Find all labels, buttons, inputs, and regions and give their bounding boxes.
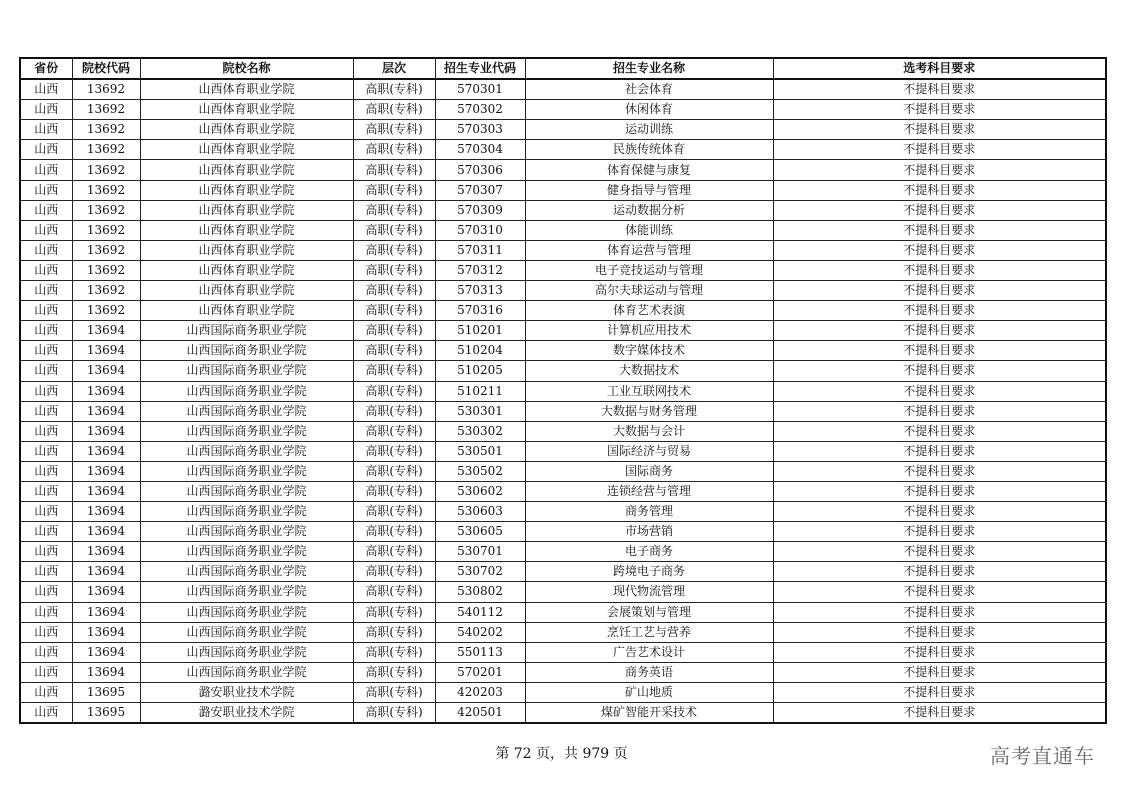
- cell-school-code: 13694: [72, 522, 140, 542]
- cell-school-code: 13694: [72, 421, 140, 441]
- cell-major-name: 现代物流管理: [525, 582, 773, 602]
- table-row: [20, 140, 1106, 160]
- cell-major-code: 570311: [435, 240, 525, 260]
- cell-subject-requirement: 不提科目要求: [773, 180, 1106, 200]
- cell-level: 高职(专科): [353, 461, 435, 481]
- cell-province: 山西: [20, 160, 72, 180]
- cell-major-code: 570302: [435, 100, 525, 120]
- cell-major-name: 连锁经营与管理: [525, 481, 773, 501]
- cell-major-code: 530605: [435, 522, 525, 542]
- table-row: [20, 361, 1106, 381]
- cell-level: 高职(专科): [353, 160, 435, 180]
- header-row: [20, 58, 1106, 79]
- cell-major-code: 530501: [435, 441, 525, 461]
- cell-major-code: 570309: [435, 200, 525, 220]
- cell-subject-requirement: 不提科目要求: [773, 79, 1106, 100]
- cell-major-name: 大数据技术: [525, 361, 773, 381]
- cell-level: 高职(专科): [353, 100, 435, 120]
- cell-major-code: 540112: [435, 602, 525, 622]
- table-row: [20, 240, 1106, 260]
- cell-province: 山西: [20, 703, 72, 724]
- cell-subject-requirement: 不提科目要求: [773, 140, 1106, 160]
- cell-province: 山西: [20, 260, 72, 280]
- cell-province: 山西: [20, 361, 72, 381]
- cell-major-code: 530302: [435, 421, 525, 441]
- cell-major-name: 运动训练: [525, 120, 773, 140]
- cell-subject-requirement: 不提科目要求: [773, 220, 1106, 240]
- cell-subject-requirement: 不提科目要求: [773, 642, 1106, 662]
- cell-major-name: 国际经济与贸易: [525, 441, 773, 461]
- cell-subject-requirement: 不提科目要求: [773, 301, 1106, 321]
- cell-major-name: 工业互联网技术: [525, 381, 773, 401]
- cell-level: 高职(专科): [353, 481, 435, 501]
- cell-level: 高职(专科): [353, 703, 435, 724]
- table-row: [20, 79, 1106, 100]
- table-row: [20, 682, 1106, 702]
- cell-major-name: 体能训练: [525, 220, 773, 240]
- cell-major-name: 体育艺术表演: [525, 301, 773, 321]
- cell-subject-requirement: 不提科目要求: [773, 582, 1106, 602]
- cell-school-name: 山西体育职业学院: [140, 120, 353, 140]
- table-row: [20, 160, 1106, 180]
- cell-school-name: 山西体育职业学院: [140, 100, 353, 120]
- cell-school-name: 山西国际商务职业学院: [140, 602, 353, 622]
- cell-level: 高职(专科): [353, 562, 435, 582]
- cell-level: 高职(专科): [353, 200, 435, 220]
- cell-school-code: 13694: [72, 602, 140, 622]
- cell-major-code: 510204: [435, 341, 525, 361]
- cell-level: 高职(专科): [353, 361, 435, 381]
- cell-province: 山西: [20, 220, 72, 240]
- cell-province: 山西: [20, 421, 72, 441]
- cell-school-name: 山西体育职业学院: [140, 180, 353, 200]
- cell-province: 山西: [20, 281, 72, 301]
- cell-school-name: 山西体育职业学院: [140, 260, 353, 280]
- table-row: [20, 642, 1106, 662]
- header-major-code: 招生专业代码: [435, 58, 525, 79]
- cell-major-code: 570312: [435, 260, 525, 280]
- cell-school-code: 13694: [72, 361, 140, 381]
- cell-subject-requirement: 不提科目要求: [773, 361, 1106, 381]
- cell-major-name: 高尔夫球运动与管理: [525, 281, 773, 301]
- cell-level: 高职(专科): [353, 682, 435, 702]
- cell-major-name: 市场营销: [525, 522, 773, 542]
- cell-major-name: 体育保健与康复: [525, 160, 773, 180]
- cell-school-name: 潞安职业技术学院: [140, 682, 353, 702]
- header-school-name: 院校名称: [140, 58, 353, 79]
- cell-level: 高职(专科): [353, 421, 435, 441]
- cell-major-code: 570306: [435, 160, 525, 180]
- cell-subject-requirement: 不提科目要求: [773, 703, 1106, 724]
- cell-major-name: 大数据与财务管理: [525, 401, 773, 421]
- cell-major-code: 570313: [435, 281, 525, 301]
- table-row: [20, 401, 1106, 421]
- cell-school-name: 山西体育职业学院: [140, 79, 353, 100]
- cell-major-code: 420203: [435, 682, 525, 702]
- cell-province: 山西: [20, 642, 72, 662]
- cell-level: 高职(专科): [353, 441, 435, 461]
- cell-subject-requirement: 不提科目要求: [773, 341, 1106, 361]
- cell-province: 山西: [20, 381, 72, 401]
- cell-school-name: 山西国际商务职业学院: [140, 321, 353, 341]
- cell-school-name: 山西体育职业学院: [140, 301, 353, 321]
- cell-major-code: 550113: [435, 642, 525, 662]
- cell-province: 山西: [20, 180, 72, 200]
- cell-subject-requirement: 不提科目要求: [773, 602, 1106, 622]
- cell-major-name: 运动数据分析: [525, 200, 773, 220]
- table-row: [20, 582, 1106, 602]
- cell-school-code: 13692: [72, 140, 140, 160]
- cell-school-name: 潞安职业技术学院: [140, 703, 353, 724]
- cell-major-code: 570307: [435, 180, 525, 200]
- header-province: 省份: [20, 58, 72, 79]
- cell-level: 高职(专科): [353, 542, 435, 562]
- cell-major-name: 矿山地质: [525, 682, 773, 702]
- cell-subject-requirement: 不提科目要求: [773, 100, 1106, 120]
- cell-level: 高职(专科): [353, 522, 435, 542]
- cell-school-code: 13692: [72, 160, 140, 180]
- cell-school-code: 13692: [72, 180, 140, 200]
- cell-school-name: 山西体育职业学院: [140, 281, 353, 301]
- cell-province: 山西: [20, 622, 72, 642]
- cell-level: 高职(专科): [353, 602, 435, 622]
- cell-major-name: 健身指导与管理: [525, 180, 773, 200]
- cell-level: 高职(专科): [353, 180, 435, 200]
- cell-school-code: 13694: [72, 401, 140, 421]
- header-subject-requirement: 选考科目要求: [773, 58, 1106, 79]
- cell-school-code: 13694: [72, 461, 140, 481]
- table-row: [20, 421, 1106, 441]
- cell-major-name: 数字媒体技术: [525, 341, 773, 361]
- cell-major-code: 530701: [435, 542, 525, 562]
- cell-major-name: 商务管理: [525, 502, 773, 522]
- cell-level: 高职(专科): [353, 140, 435, 160]
- cell-school-code: 13694: [72, 441, 140, 461]
- cell-major-name: 民族传统体育: [525, 140, 773, 160]
- cell-subject-requirement: 不提科目要求: [773, 542, 1106, 562]
- cell-school-code: 13692: [72, 79, 140, 100]
- cell-major-name: 广告艺术设计: [525, 642, 773, 662]
- cell-province: 山西: [20, 602, 72, 622]
- cell-level: 高职(专科): [353, 301, 435, 321]
- cell-subject-requirement: 不提科目要求: [773, 240, 1106, 260]
- cell-province: 山西: [20, 240, 72, 260]
- cell-level: 高职(专科): [353, 120, 435, 140]
- table-row: [20, 180, 1106, 200]
- cell-province: 山西: [20, 662, 72, 682]
- cell-level: 高职(专科): [353, 401, 435, 421]
- table-body: [20, 79, 1106, 723]
- cell-major-code: 540202: [435, 622, 525, 642]
- cell-subject-requirement: 不提科目要求: [773, 120, 1106, 140]
- cell-major-code: 570316: [435, 301, 525, 321]
- table-row: [20, 481, 1106, 501]
- cell-school-name: 山西国际商务职业学院: [140, 622, 353, 642]
- cell-major-code: 530301: [435, 401, 525, 421]
- cell-level: 高职(专科): [353, 220, 435, 240]
- cell-subject-requirement: 不提科目要求: [773, 622, 1106, 642]
- cell-subject-requirement: 不提科目要求: [773, 160, 1106, 180]
- table-row: [20, 703, 1106, 724]
- cell-subject-requirement: 不提科目要求: [773, 441, 1106, 461]
- cell-province: 山西: [20, 401, 72, 421]
- table-row: [20, 301, 1106, 321]
- cell-school-code: 13692: [72, 100, 140, 120]
- cell-major-code: 510201: [435, 321, 525, 341]
- table-row: [20, 281, 1106, 301]
- cell-province: 山西: [20, 100, 72, 120]
- cell-province: 山西: [20, 682, 72, 702]
- cell-school-code: 13694: [72, 582, 140, 602]
- cell-major-code: 510211: [435, 381, 525, 401]
- cell-subject-requirement: 不提科目要求: [773, 682, 1106, 702]
- cell-province: 山西: [20, 301, 72, 321]
- table-row: [20, 321, 1106, 341]
- cell-major-name: 体育运营与管理: [525, 240, 773, 260]
- cell-school-name: 山西国际商务职业学院: [140, 381, 353, 401]
- cell-subject-requirement: 不提科目要求: [773, 481, 1106, 501]
- cell-school-code: 13694: [72, 321, 140, 341]
- watermark-text: 高考直通车: [990, 744, 1095, 768]
- cell-major-name: 大数据与会计: [525, 421, 773, 441]
- cell-school-name: 山西国际商务职业学院: [140, 582, 353, 602]
- cell-major-code: 530802: [435, 582, 525, 602]
- cell-major-code: 570310: [435, 220, 525, 240]
- cell-major-code: 530603: [435, 502, 525, 522]
- cell-province: 山西: [20, 542, 72, 562]
- cell-province: 山西: [20, 562, 72, 582]
- cell-school-name: 山西体育职业学院: [140, 140, 353, 160]
- cell-school-name: 山西国际商务职业学院: [140, 502, 353, 522]
- cell-province: 山西: [20, 140, 72, 160]
- cell-school-code: 13692: [72, 301, 140, 321]
- cell-major-name: 跨境电子商务: [525, 562, 773, 582]
- cell-level: 高职(专科): [353, 502, 435, 522]
- cell-school-name: 山西国际商务职业学院: [140, 642, 353, 662]
- cell-school-name: 山西国际商务职业学院: [140, 441, 353, 461]
- cell-school-name: 山西体育职业学院: [140, 240, 353, 260]
- cell-province: 山西: [20, 582, 72, 602]
- table-row: [20, 502, 1106, 522]
- table-row: [20, 622, 1106, 642]
- table-row: [20, 200, 1106, 220]
- table-row: [20, 562, 1106, 582]
- table-row: [20, 662, 1106, 682]
- cell-school-code: 13692: [72, 260, 140, 280]
- cell-level: 高职(专科): [353, 381, 435, 401]
- cell-level: 高职(专科): [353, 341, 435, 361]
- cell-school-code: 13694: [72, 562, 140, 582]
- cell-major-name: 国际商务: [525, 461, 773, 481]
- cell-school-name: 山西国际商务职业学院: [140, 401, 353, 421]
- cell-school-name: 山西国际商务职业学院: [140, 421, 353, 441]
- cell-subject-requirement: 不提科目要求: [773, 260, 1106, 280]
- cell-province: 山西: [20, 341, 72, 361]
- table-row: [20, 260, 1106, 280]
- cell-school-code: 13694: [72, 642, 140, 662]
- cell-school-code: 13694: [72, 662, 140, 682]
- cell-major-name: 电子商务: [525, 542, 773, 562]
- cell-subject-requirement: 不提科目要求: [773, 562, 1106, 582]
- cell-province: 山西: [20, 502, 72, 522]
- cell-level: 高职(专科): [353, 622, 435, 642]
- cell-level: 高职(专科): [353, 260, 435, 280]
- cell-school-name: 山西国际商务职业学院: [140, 542, 353, 562]
- cell-major-code: 570301: [435, 79, 525, 100]
- table-row: [20, 341, 1106, 361]
- cell-major-name: 计算机应用技术: [525, 321, 773, 341]
- cell-level: 高职(专科): [353, 321, 435, 341]
- cell-province: 山西: [20, 481, 72, 501]
- table-row: [20, 220, 1106, 240]
- cell-subject-requirement: 不提科目要求: [773, 281, 1106, 301]
- cell-major-name: 商务英语: [525, 662, 773, 682]
- cell-level: 高职(专科): [353, 662, 435, 682]
- cell-school-code: 13694: [72, 341, 140, 361]
- cell-school-code: 13695: [72, 703, 140, 724]
- cell-subject-requirement: 不提科目要求: [773, 200, 1106, 220]
- cell-major-code: 530602: [435, 481, 525, 501]
- header-school-code: 院校代码: [72, 58, 140, 79]
- admission-table: [19, 57, 1107, 724]
- table-row: [20, 100, 1106, 120]
- cell-major-name: 煤矿智能开采技术: [525, 703, 773, 724]
- cell-province: 山西: [20, 200, 72, 220]
- cell-major-name: 会展策划与管理: [525, 602, 773, 622]
- cell-subject-requirement: 不提科目要求: [773, 502, 1106, 522]
- cell-school-code: 13692: [72, 120, 140, 140]
- cell-school-name: 山西国际商务职业学院: [140, 562, 353, 582]
- cell-province: 山西: [20, 79, 72, 100]
- cell-subject-requirement: 不提科目要求: [773, 421, 1106, 441]
- cell-province: 山西: [20, 522, 72, 542]
- cell-subject-requirement: 不提科目要求: [773, 401, 1106, 421]
- page-number: 第 72 页，共 979 页: [495, 746, 628, 762]
- cell-province: 山西: [20, 441, 72, 461]
- cell-school-code: 13694: [72, 622, 140, 642]
- cell-major-name: 休闲体育: [525, 100, 773, 120]
- cell-level: 高职(专科): [353, 582, 435, 602]
- table-row: [20, 381, 1106, 401]
- cell-school-code: 13694: [72, 502, 140, 522]
- cell-major-code: 530702: [435, 562, 525, 582]
- header-level: 层次: [353, 58, 435, 79]
- cell-major-name: 电子竞技运动与管理: [525, 260, 773, 280]
- cell-school-code: 13692: [72, 281, 140, 301]
- cell-province: 山西: [20, 461, 72, 481]
- cell-school-name: 山西体育职业学院: [140, 200, 353, 220]
- cell-major-name: 烹饪工艺与营养: [525, 622, 773, 642]
- cell-school-name: 山西体育职业学院: [140, 220, 353, 240]
- cell-province: 山西: [20, 120, 72, 140]
- cell-school-name: 山西国际商务职业学院: [140, 662, 353, 682]
- cell-subject-requirement: 不提科目要求: [773, 321, 1106, 341]
- cell-subject-requirement: 不提科目要求: [773, 461, 1106, 481]
- cell-level: 高职(专科): [353, 240, 435, 260]
- table-row: [20, 120, 1106, 140]
- header-major-name: 招生专业名称: [525, 58, 773, 79]
- cell-major-code: 510205: [435, 361, 525, 381]
- table-row: [20, 542, 1106, 562]
- cell-province: 山西: [20, 321, 72, 341]
- cell-subject-requirement: 不提科目要求: [773, 381, 1106, 401]
- cell-major-code: 570304: [435, 140, 525, 160]
- table-row: [20, 461, 1106, 481]
- cell-school-code: 13692: [72, 240, 140, 260]
- cell-level: 高职(专科): [353, 642, 435, 662]
- cell-level: 高职(专科): [353, 281, 435, 301]
- table-row: [20, 522, 1106, 542]
- cell-major-code: 570201: [435, 662, 525, 682]
- cell-school-code: 13695: [72, 682, 140, 702]
- cell-level: 高职(专科): [353, 79, 435, 100]
- cell-school-code: 13692: [72, 220, 140, 240]
- cell-major-code: 530502: [435, 461, 525, 481]
- cell-major-name: 社会体育: [525, 79, 773, 100]
- cell-school-code: 13694: [72, 381, 140, 401]
- cell-school-name: 山西国际商务职业学院: [140, 522, 353, 542]
- cell-school-name: 山西体育职业学院: [140, 160, 353, 180]
- cell-major-code: 570303: [435, 120, 525, 140]
- cell-school-code: 13694: [72, 481, 140, 501]
- cell-school-name: 山西国际商务职业学院: [140, 461, 353, 481]
- cell-subject-requirement: 不提科目要求: [773, 522, 1106, 542]
- cell-school-name: 山西国际商务职业学院: [140, 481, 353, 501]
- cell-subject-requirement: 不提科目要求: [773, 662, 1106, 682]
- cell-school-code: 13694: [72, 542, 140, 562]
- table-row: [20, 602, 1106, 622]
- cell-school-name: 山西国际商务职业学院: [140, 341, 353, 361]
- table-row: [20, 441, 1106, 461]
- cell-major-code: 420501: [435, 703, 525, 724]
- cell-school-name: 山西国际商务职业学院: [140, 361, 353, 381]
- cell-school-code: 13692: [72, 200, 140, 220]
